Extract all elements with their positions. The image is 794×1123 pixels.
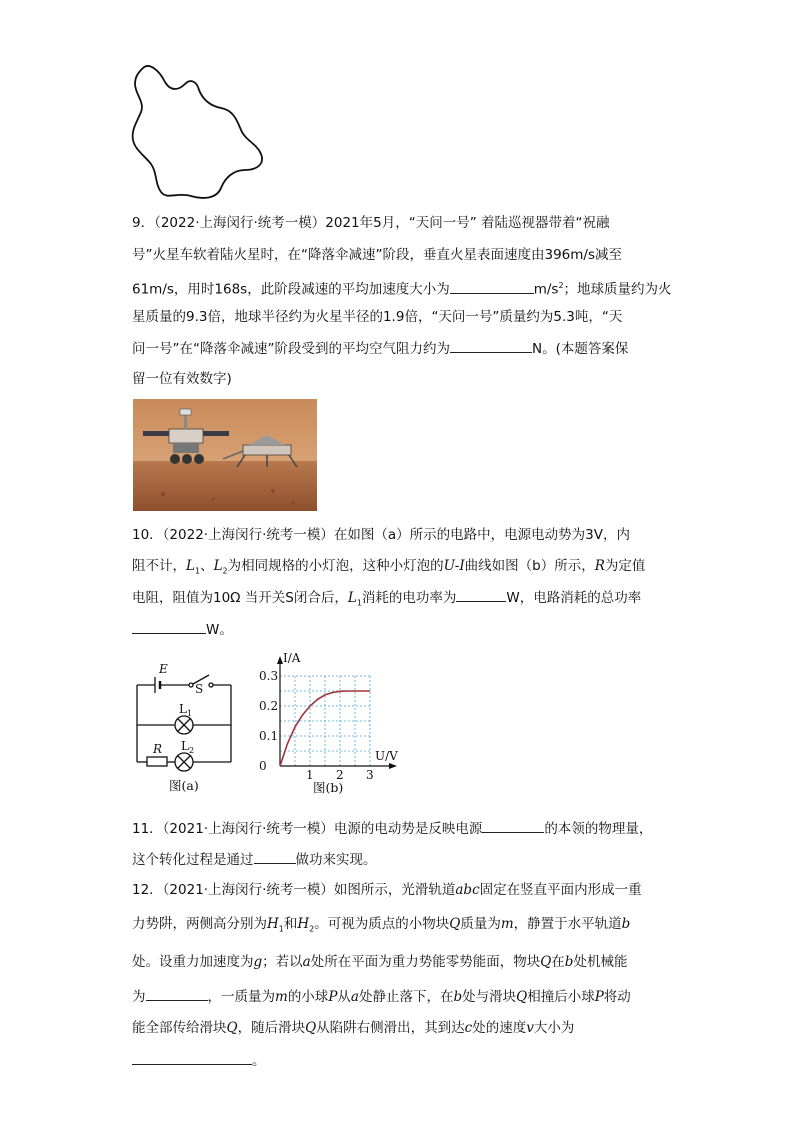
q9-line-2: 号”火星车软着陆火星时，在“降落伞减速”阶段，垂直火星表面速度由396m/s减至 [132,247,622,263]
q12-line-3: 处。设重力加速度为g；若以a处所在平面为重力势能零势能面，物块Q在b处机械能 [132,954,628,970]
figure-a-caption: 图(a) [169,778,199,793]
q12-line-2: 力势阱，两侧高分别为$H_1$和$H_2$。可视为质点的小物块Q质量为m，静置于水平轨道b [132,916,631,934]
irregular-outline-figure [125,60,275,205]
y-tick-label: 0.2 [259,699,279,713]
answer-blank[interactable] [146,986,208,1001]
label-R: R [153,742,163,756]
answer-blank[interactable] [254,849,296,864]
q10-line-2: 阻不计，$L_1$、$L_2$为相同规格的小灯泡，这种小灯泡的U-I曲线如图（b）所示，R为定值 [132,558,646,576]
iu-curve-chart [255,648,415,798]
label-E: E [159,662,168,676]
q11-line-2: 这个转化过程是通过 做功来实现。 [132,849,377,870]
figure-b-caption: 图(b) [313,780,344,795]
q12-line-5: 能全部传给滑块Q，随后滑块Q从陷阱右侧滑出，其到达c处的速度v大小为 [132,1020,575,1036]
y-tick-label: 0.1 [259,729,279,743]
q9-line-3: 61m/s，用时168s，此阶段减速的平均加速度大小为 $m/s^2$；地球质量约为火 [132,276,672,300]
y-axis-label: I/A [283,651,301,665]
q10-line-3: 电阻，阻值为10Ω 当开关S闭合后，$L_1$消耗的电功率为 W，电路消耗的总功率 [132,587,641,614]
label-S: S [195,682,204,696]
q10-line-4: W。 [132,619,233,640]
answer-blank[interactable] [132,1050,252,1065]
q12-line-1: 12．（2021·上海闵行·统考一模）如图所示，光滑轨道abc固定在竖直平面内形成一重 [132,882,642,898]
q12-line-4: 为 ，一质量为m的小球P从a处静止落下，在b处与滑块Q相撞后小球P将动 [132,986,631,1007]
q11-line-1: 11．（2021·上海闵行·统考一模）电源的电动势是反映电源 的本领的物理量， [132,818,652,839]
q10-line-1: 10．（2022·上海闵行·统考一模）在如图（a）所示的电路中，电源电动势为3V，内 [132,527,630,543]
answer-blank[interactable] [450,338,532,353]
x-axis-label: U/V [375,749,398,763]
answer-blank[interactable] [456,587,506,602]
q9-line-1: 9．（2022·上海闵行·统考一模）2021年5月，“天问一号” 着陆巡视器带着“祝融 [132,215,610,231]
circuit-diagram [125,660,245,800]
y-tick-label: 0.3 [259,669,279,683]
x-tick-label: 2 [336,768,344,782]
label-L1: $L_1$ [179,702,193,718]
q9-line-4: 星质量的9.3倍，地球半径约为火星半径的1.9倍，“天问一号”质量约为5.3吨，“天 [132,309,623,325]
x-tick-label: 3 [366,768,374,782]
q9-line-5: 问一号”在“降落伞减速”阶段受到的平均空气阻力约为 N。(本题答案保 [132,338,628,359]
answer-blank[interactable] [450,279,534,294]
answer-blank[interactable] [482,818,544,833]
label-L2: $L_2$ [181,739,195,755]
q12-line-6: 。 [132,1050,266,1071]
answer-blank[interactable] [132,619,206,634]
q9-line-6: 留一位有效数字) [132,371,232,387]
x-tick-label: 1 [306,768,314,782]
mars-rover-photo [133,399,317,511]
y-tick-label: 0 [259,759,267,773]
